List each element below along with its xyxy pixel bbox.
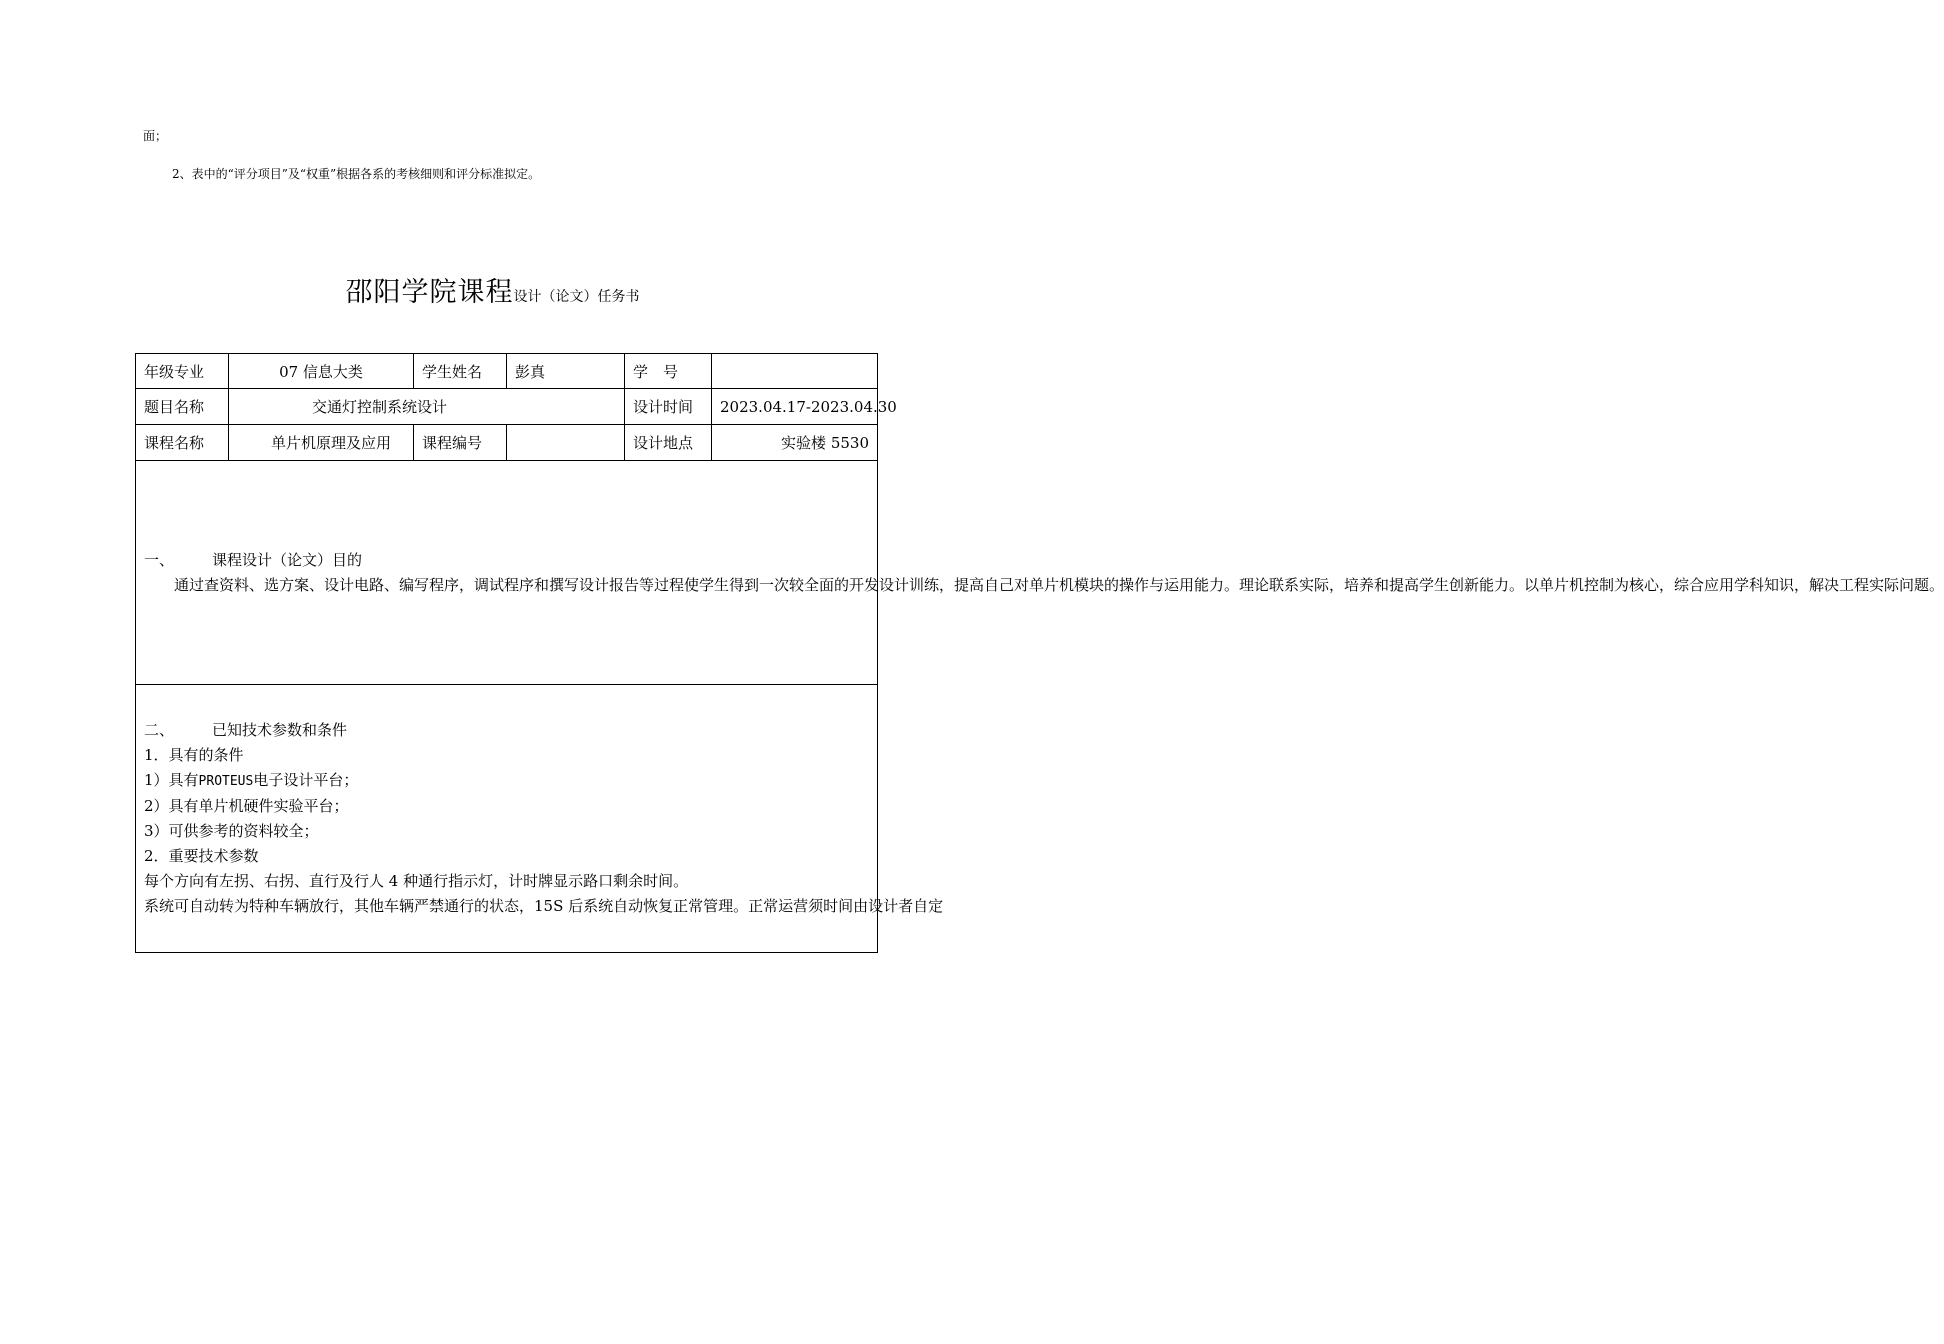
subheading-parameters: 2．重要技术参数 (144, 847, 259, 865)
section-parameters-cell (136, 685, 944, 953)
list-item-text: 电子设计平台； (253, 771, 359, 789)
subheading-conditions: 1．具有的条件 (144, 746, 244, 764)
code-label: 课程编号 (414, 425, 507, 461)
topic-label: 题目名称 (136, 389, 229, 425)
note-item-2: 2、表中的“评分项目”及“权重”根据各系的考核细则和评分标准拟定。 (172, 167, 541, 181)
note-continuation: 面； (143, 129, 168, 143)
place-value: 实验楼 5530 (712, 425, 878, 461)
time-label: 设计时间 (625, 389, 712, 425)
section-purpose-heading (144, 548, 869, 573)
parameter-text: 每个方向有左拐、右拐、直行及行人 4 种通行指示灯，计时牌显示路口剩余时间。 (144, 872, 689, 890)
list-item: 3）可供参考的资料较全； (144, 822, 319, 840)
student-label: 学生姓名 (414, 354, 507, 389)
table-row (136, 425, 878, 461)
code-value (507, 425, 625, 461)
time-value: 2023.04.17-2023.04.30 (712, 389, 878, 425)
topic-value: 交通灯控制系统设计 (229, 389, 625, 425)
id-value (712, 354, 878, 389)
title-main: 邵阳学院课程 (345, 277, 514, 308)
place-label: 设计地点 (625, 425, 712, 461)
course-label: 课程名称 (136, 425, 229, 461)
id-label: 学 号 (625, 354, 712, 389)
course-value: 单片机原理及应用 (229, 425, 414, 461)
section-purpose-cell (136, 461, 1944, 685)
grade-label: 年级专业 (136, 354, 229, 389)
section-purpose-body: 通过查资料、选方案、设计电路、编写程序，调试程序和撰写设计报告等过程使学生得到一次较全面的开发设计训练，提高自己对单片机模块的操作与运用能力。理论联系实际，培养和提高学生创新能力。以单片机控制为核心，综合应用学科知识，解决工程实际问题。 (174, 575, 1944, 594)
section-title: 已知技术参数和条件 (212, 721, 348, 739)
parameter-text: 系统可自动转为特种车辆放行，其他车辆严禁通行的状态，15S 后系统自动恢复正常管理。正常运营须时间由设计者自定 (144, 897, 944, 915)
student-value: 彭真 (507, 354, 625, 389)
section-number: 二、 (144, 721, 175, 739)
document-title (0, 270, 985, 309)
list-item-software: PROTEUS (198, 774, 254, 789)
list-item (144, 768, 869, 794)
section-purpose (136, 461, 878, 685)
list-item: 2）具有单片机硬件实验平台； (144, 797, 349, 815)
section-parameters (136, 685, 878, 953)
section-title: 课程设计（论文）目的 (212, 550, 363, 569)
task-table (135, 353, 1944, 953)
table-row (136, 354, 878, 389)
title-sub: 设计（论文）任务书 (513, 289, 640, 305)
section-number: 一、 (144, 550, 175, 569)
list-item-text: 1）具有 (144, 771, 199, 789)
grade-value: 07 信息大类 (229, 354, 414, 389)
table-row (136, 389, 878, 425)
section-parameters-heading (144, 718, 869, 743)
